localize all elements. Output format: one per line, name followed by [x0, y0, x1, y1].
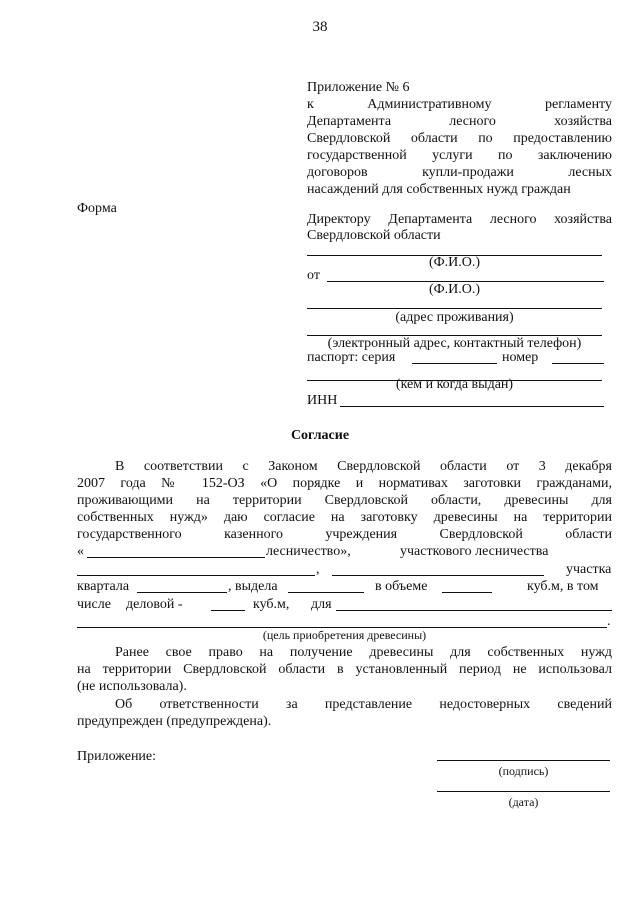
- form-label: Форма: [77, 201, 117, 216]
- paragraph-line: 2007 года № 152-ОЗ «О порядке и нормативах заготовки гражданами,: [77, 476, 612, 491]
- paragraph-line: на территории Свердловской области в установленный период не использовал: [77, 662, 612, 677]
- quarter-field[interactable]: [137, 592, 227, 593]
- appendix-block: [307, 79, 612, 198]
- from-label: от: [307, 268, 320, 283]
- cubic-label: куб.м,: [253, 597, 290, 612]
- appendix-title: Приложение № 6: [307, 80, 410, 95]
- page-number: 38: [312, 19, 328, 35]
- inn-field[interactable]: [340, 406, 604, 407]
- passport-number-label: номер: [502, 350, 539, 365]
- plot-field[interactable]: [332, 575, 544, 576]
- forestry-field[interactable]: [87, 557, 265, 558]
- appendix-line: к Административному регламенту: [307, 97, 612, 112]
- appendix-line: государственной услуги по заключению: [307, 148, 612, 163]
- in-total-word: числе: [77, 597, 111, 612]
- responsibility-paragraph: [77, 696, 612, 730]
- paragraph-line: проживающими на территории Свердловской области, древесины для: [77, 493, 612, 508]
- district-forestry-label: участкового лесничества: [400, 544, 549, 559]
- paragraph-line: Об ответственности за представление недостоверных сведений: [115, 697, 612, 712]
- comma: ,: [316, 562, 320, 577]
- inn-label: ИНН: [307, 393, 338, 408]
- section-label: , выдела: [228, 579, 278, 594]
- attachment-label: Приложение:: [77, 749, 157, 764]
- purpose-field-1[interactable]: [336, 610, 612, 611]
- passport-series-field[interactable]: [412, 363, 497, 364]
- appendix-line: Департамента лесного хозяйства: [307, 114, 612, 129]
- fio-caption-2: (Ф.И.О.): [428, 282, 481, 297]
- paragraph-line: (не использовала).: [77, 679, 187, 694]
- date-caption: (дата): [508, 795, 539, 809]
- period: .: [607, 614, 611, 629]
- document-heading: Согласие: [290, 428, 350, 443]
- plot-label: участка: [566, 562, 612, 577]
- fio-caption-1: (Ф.И.О.): [428, 255, 481, 270]
- quote-open: «: [77, 544, 84, 559]
- volume-field[interactable]: [442, 592, 492, 593]
- appendix-line: насаждений для собственных нужд граждан: [307, 182, 571, 197]
- address-caption: (адрес проживания): [395, 310, 514, 325]
- paragraph-line: собственных нужд» даю согласие на заготовку древесины на территории: [77, 510, 612, 525]
- forestry-label: лесничество»,: [266, 544, 351, 559]
- paragraph-line: Ранее свое право на получение древесины для собственных нужд: [115, 645, 612, 660]
- passport-label: паспорт: серия: [307, 350, 396, 365]
- volume-label: в объеме: [375, 579, 428, 594]
- appendix-line: Свердловской области по предоставлению: [307, 131, 612, 146]
- consent-paragraph: [77, 458, 612, 543]
- signature-field[interactable]: [437, 760, 610, 761]
- cubic-total-label: куб.м, в том: [527, 579, 599, 594]
- date-field[interactable]: [437, 791, 610, 792]
- addressee-line-2: Свердловской области: [307, 228, 441, 243]
- no-use-paragraph: [77, 644, 612, 695]
- section-field[interactable]: [288, 592, 364, 593]
- contacts-caption: (электронный адрес, контактный телефон): [327, 336, 582, 351]
- quarter-label: квартала: [77, 579, 130, 594]
- passport-number-field[interactable]: [552, 363, 604, 364]
- paragraph-line: предупрежден (предупреждена).: [77, 714, 272, 729]
- paragraph-line: В соответствии с Законом Свердловской области от 3 декабря: [115, 459, 612, 474]
- issued-caption: (кем и когда выдан): [395, 377, 514, 392]
- addressee-line-1: Директору Департамента лесного хозяйства: [307, 212, 612, 227]
- purpose-caption: (цель приобретения древесины): [262, 628, 427, 642]
- business-volume-field[interactable]: [211, 610, 245, 611]
- district-forestry-field[interactable]: [77, 575, 315, 576]
- business-label: деловой -: [126, 597, 183, 612]
- for-label: для: [311, 597, 332, 612]
- appendix-line: договоров купли-продажи лесных: [307, 165, 612, 180]
- paragraph-line: государственного казенного учреждения Свердловской области: [77, 527, 612, 542]
- signature-caption: (подпись): [498, 764, 549, 778]
